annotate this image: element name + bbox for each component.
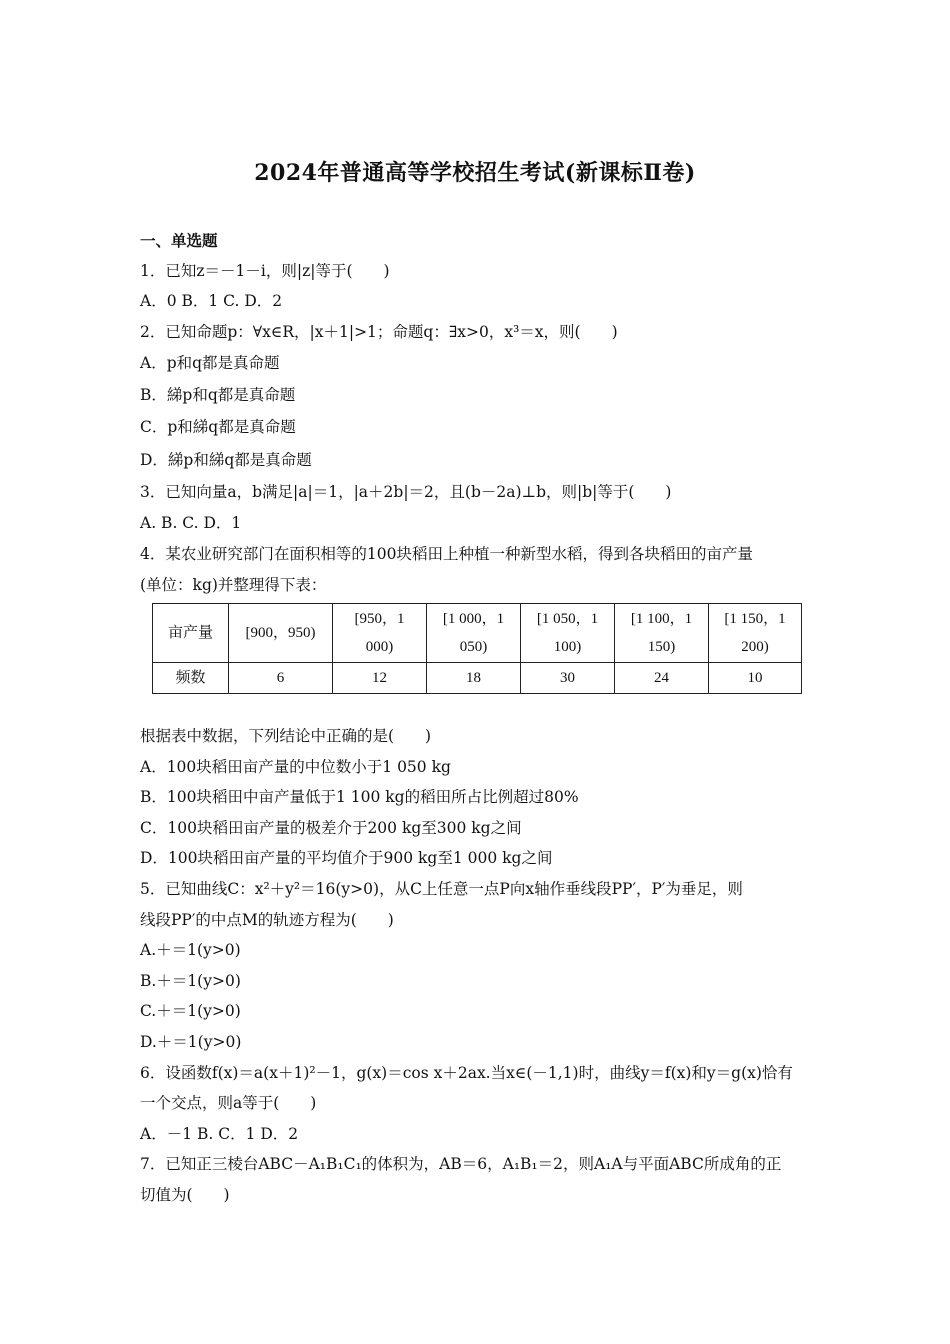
question-4-stem-line-1: 4．某农业研究部门在面积相等的100块稻田上种植一种新型水稻，得到各块稻田的亩产量 bbox=[140, 545, 753, 563]
table-cell: 24 bbox=[615, 663, 709, 694]
table-cell: 18 bbox=[427, 663, 521, 694]
question-2-stem: 2．已知命题p：∀x∈R，|x＋1|>1；命题q：∃x>0，x³＝x，则( ) bbox=[140, 323, 618, 341]
question-7-stem-line-2: 切值为( ) bbox=[140, 1186, 230, 1204]
table-header-cell: [950，1 000) bbox=[333, 604, 427, 663]
question-4-option-b: B．100块稻田中亩产量低于1 100 kg的稻田所占比例超过80% bbox=[140, 788, 579, 806]
table-header-cell: 亩产量 bbox=[153, 604, 229, 663]
table-cell: 6 bbox=[229, 663, 333, 694]
table-header-row bbox=[153, 604, 802, 663]
question-4-prompt: 根据表中数据，下列结论中正确的是( ) bbox=[140, 727, 432, 745]
table-header-cell: [1 050，1 100) bbox=[521, 604, 615, 663]
question-4-option-d: D．100块稻田亩产量的平均值介于900 kg至1 000 kg之间 bbox=[140, 849, 553, 867]
question-1-options: A．0 B．1 C. D．2 bbox=[140, 292, 283, 310]
question-5-option-d: D.＋＝1(y>0) bbox=[140, 1033, 242, 1051]
table-cell: 30 bbox=[521, 663, 615, 694]
section-heading: 一、单选题 bbox=[140, 231, 218, 250]
question-3-stem: 3．已知向量a，b满足|a|＝1，|a＋2b|＝2，且(b－2a)⊥b，则|b|等于( ) bbox=[140, 483, 672, 501]
question-5-option-a: A.＋＝1(y>0) bbox=[140, 941, 241, 959]
question-5-stem-line-1: 5．已知曲线C：x²＋y²＝16(y>0)，从C上任意一点P向x轴作垂线段PP′，P′为垂足，则 bbox=[140, 880, 743, 898]
table-cell: 频数 bbox=[153, 663, 229, 694]
question-6-stem-line-1: 6．设函数f(x)＝a(x＋1)²－1，g(x)＝cos x＋2ax.当x∈(－1,1)时，曲线y＝f(x)和y＝g(x)恰有 bbox=[140, 1064, 793, 1082]
question-2-option-c: C．p和綈q都是真命题 bbox=[140, 418, 296, 436]
question-4-option-c: C．100块稻田亩产量的极差介于200 kg至300 kg之间 bbox=[140, 819, 522, 837]
question-6-stem-line-2: 一个交点，则a等于( ) bbox=[140, 1094, 317, 1112]
table-header-cell: [1 000，1 050) bbox=[427, 604, 521, 663]
question-1-stem: 1．已知z＝－1－i，则|z|等于( ) bbox=[140, 262, 390, 280]
table-cell: 10 bbox=[709, 663, 802, 694]
question-5-stem-line-2: 线段PP′的中点M的轨迹方程为( ) bbox=[140, 911, 394, 929]
table-header-cell: [1 100，1 150) bbox=[615, 604, 709, 663]
question-5-option-b: B.＋＝1(y>0) bbox=[140, 972, 241, 990]
question-7-stem-line-1: 7．已知正三棱台ABC－A₁B₁C₁的体积为，AB＝6，A₁B₁＝2，则A₁A与平面ABC所成角的正 bbox=[140, 1155, 782, 1173]
question-4-option-a: A．100块稻田亩产量的中位数小于1 050 kg bbox=[140, 758, 451, 776]
table-cell: 12 bbox=[333, 663, 427, 694]
question-4-stem-line-2: (单位：kg)并整理得下表： bbox=[140, 576, 327, 594]
question-5-option-c: C.＋＝1(y>0) bbox=[140, 1002, 241, 1020]
yield-frequency-table bbox=[152, 603, 802, 694]
table-header-cell: [900，950) bbox=[229, 604, 333, 663]
question-2-option-a: A．p和q都是真命题 bbox=[140, 354, 280, 372]
question-3-options: A. B. C. D．1 bbox=[140, 514, 242, 532]
page-title: 2024年普通高等学校招生考试(新课标Ⅱ卷) bbox=[254, 160, 696, 186]
question-6-options: A．－1 B. C．1 D．2 bbox=[140, 1125, 299, 1143]
question-2-option-b: B．綈p和q都是真命题 bbox=[140, 386, 296, 404]
question-2-option-d: D．綈p和綈q都是真命题 bbox=[140, 451, 312, 469]
table-row bbox=[153, 663, 802, 694]
table-header-cell: [1 150，1 200) bbox=[709, 604, 802, 663]
